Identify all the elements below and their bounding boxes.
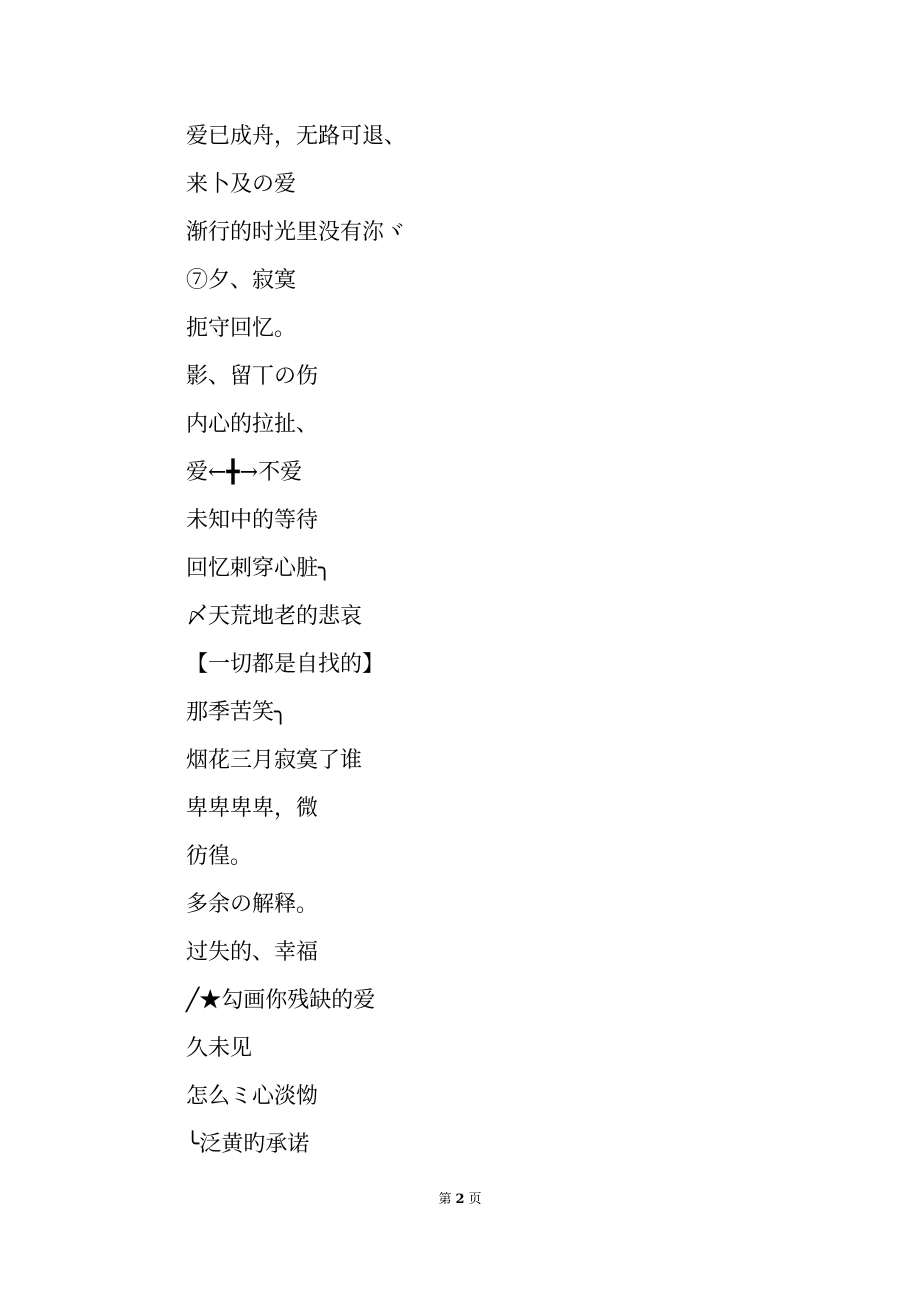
poem-line: 来卜及の爱 xyxy=(186,172,297,197)
poem-line: 回忆刺穿心脏╮ xyxy=(186,556,332,581)
poem-line: 爱已成舟，无路可退、 xyxy=(186,124,407,149)
page-number: 2 xyxy=(455,1192,465,1207)
poem-line: ╱★勾画你残缺的爱 xyxy=(186,988,376,1013)
poem-line: 扼守回忆。 xyxy=(186,316,297,341)
poem-lines xyxy=(186,118,406,1174)
poem-line: 彷徨。 xyxy=(186,844,253,869)
poem-line: 卑卑卑卑，微 xyxy=(186,796,319,821)
poem-line: 未知中的等待 xyxy=(186,508,319,533)
poem-line: 久未见 xyxy=(186,1036,253,1061)
poem-line: 爱←╋→不爱 xyxy=(186,460,303,485)
poem-line: 怎么ミ心淡怮 xyxy=(186,1084,319,1109)
poem-line: 渐行的时光里没有沵ヾ xyxy=(186,220,407,245)
page-label-prefix: 第 xyxy=(438,1192,452,1207)
poem-line: 过失的、幸福 xyxy=(186,940,319,965)
poem-line: 影、留丅の伤 xyxy=(186,364,319,389)
poem-line: 内心的拉扯、 xyxy=(186,412,319,437)
poem-line: 〆天荒地老的悲哀 xyxy=(186,604,363,629)
poem-line: 烟花三月寂寞了谁 xyxy=(186,748,363,773)
poem-line: ⑦夕、寂寞 xyxy=(186,268,297,293)
page-footer xyxy=(0,1190,920,1210)
poem-line: 【一切都是自找的】 xyxy=(186,652,385,677)
page-label-suffix: 页 xyxy=(468,1192,482,1207)
poem-line: ╰泛黄旳承诺 xyxy=(186,1132,310,1157)
poem-line: 多余の解释。 xyxy=(186,892,319,917)
poem-line: 那季苦笑╮ xyxy=(186,700,288,725)
